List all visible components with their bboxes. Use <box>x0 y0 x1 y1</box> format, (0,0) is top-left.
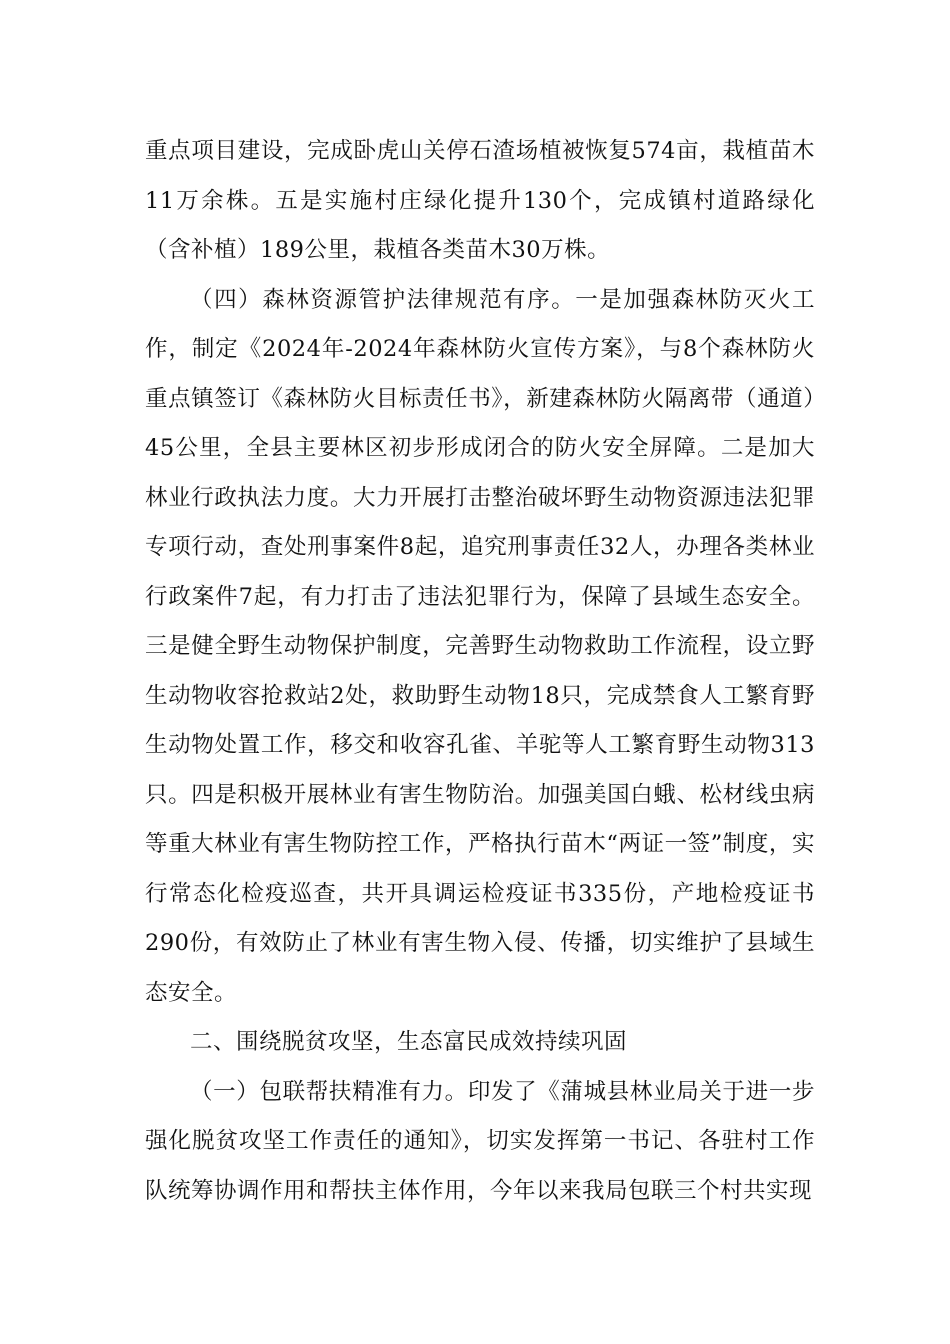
section-heading-poverty-alleviation: 二、围绕脱贫攻坚，生态富民成效持续巩固 <box>190 1029 628 1055</box>
document-body <box>145 127 815 1216</box>
paragraph-targeted-assistance: （一）包联帮扶精准有力。印发了《蒲城县林业局关于进一步强化脱贫攻坚工作责任的通知》，切实发挥第一书记、各驻村工作队统筹协调作用和帮扶主体作用，今年以来我局包联三个村共实现 <box>145 1078 815 1204</box>
paragraph-continuation: 重点项目建设，完成卧虎山关停石渣场植被恢复574亩，栽植苗木11万余株。五是实施村庄绿化提升130个，完成镇村道路绿化（含补植）189公里，栽植各类苗木30万株。 <box>145 138 815 263</box>
paragraph-forest-resource-protection: （四）森林资源管护法律规范有序。一是加强森林防灭火工作，制定《2024年-2024年森林防火宣传方案》，与8个森林防火重点镇签订《森林防火目标责任书》，新建森林防火隔离带（通道）45公里，全县主要林区初步形成闭合的防火安全屏障。二是加大林业行政执法力度。大力开展打击整治破坏野生动物资源违法犯罪专项行动，查处刑事案件8起，追究刑事责任32人，办理各类林业行政案件7起，有力打击了违法犯罪行为，保障了县域生态安全。三是健全野生动物保护制度，完善野生动物救助工作流程，设立野生动物收容抢救站2处，救助野生动物18只，完成禁食人工繁育野生动物处置工作，移交和收容孔雀、羊驼等人工繁育野生动物313只。四是积极开展林业有害生物防治。加强美国白蛾、松材线虫病等重大林业有害生物防控工作，严格执行苗木“两证一签”制度，实行常态化检疫巡查，共开具调运检疫证书335份，产地检疫证书290份，有效防止了林业有害生物入侵、传播，切实维护了县域生态安全。 <box>145 286 815 1006</box>
